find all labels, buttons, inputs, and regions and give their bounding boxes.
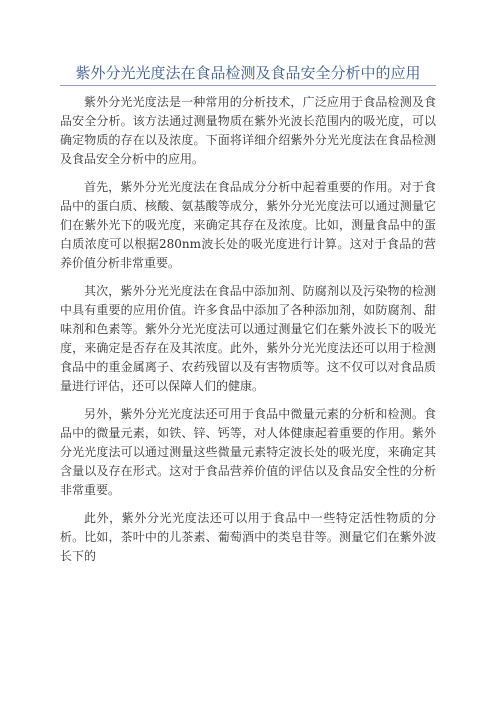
paragraph-intro: 紫外分光光度法是一种常用的分析技术，广泛应用于食品检测及食品安全分析。该方法通过测量物质在紫外光波长范围内的吸光度，可以确定物质的存在以及浓度。下面将详细介绍紫外分光光度法在食品检测及食品安全分析中的应用。 — [60, 95, 436, 166]
document-body — [60, 93, 436, 575]
document-title: 紫外分光光度法在食品检测及食品安全分析中的应用 — [75, 64, 421, 82]
paragraph-trace-elements: 另外，紫外分光光度法还可用于食品中微量元素的分析和检测。食品中的微量元素，如铁、锌、钙等，对人体健康起着重要的作用。紫外分光光度法可以通过测量这些微量元素特定波长处的吸光度，来确定其含量以及存在形式。这对于食品营养价值的评估以及食品安全性的分析非常重要。 — [60, 407, 436, 497]
paragraph-composition-analysis: 首先，紫外分光光度法在食品成分分析中起着重要的作用。对于食品中的蛋白质、核酸、氨基酸等成分，紫外分光光度法可以通过测量它们在紫外光下的吸光度，来确定其存在及浓度。比如，测量食品中的蛋白质浓度可以根据280nm波长处的吸光度进行计算。这对于食品的营养价值分析非常重要。 — [60, 180, 436, 270]
paragraph-active-substances: 此外，紫外分光光度法还可以用于食品中一些特定活性物质的分析。比如，茶叶中的儿茶素、葡萄酒中的类皂苷等。测量它们在紫外波长下的 — [60, 511, 436, 563]
paragraph-additive-detection: 其次，紫外分光光度法在食品中添加剂、防腐剂以及污染物的检测中具有重要的应用价值。许多食品中添加了各种添加剂，如防腐剂、甜味剂和色素等。紫外分光光度法可以通过测量它们在紫外波长下的吸光度，来确定是否存在及其浓度。此外，紫外分光光度法还可以用于检测食品中的重金属离子、农药残留以及有害物质等。这不仅可以对食品质量进行评估，还可以保障人们的健康。 — [60, 284, 436, 393]
title-underline — [60, 85, 436, 86]
